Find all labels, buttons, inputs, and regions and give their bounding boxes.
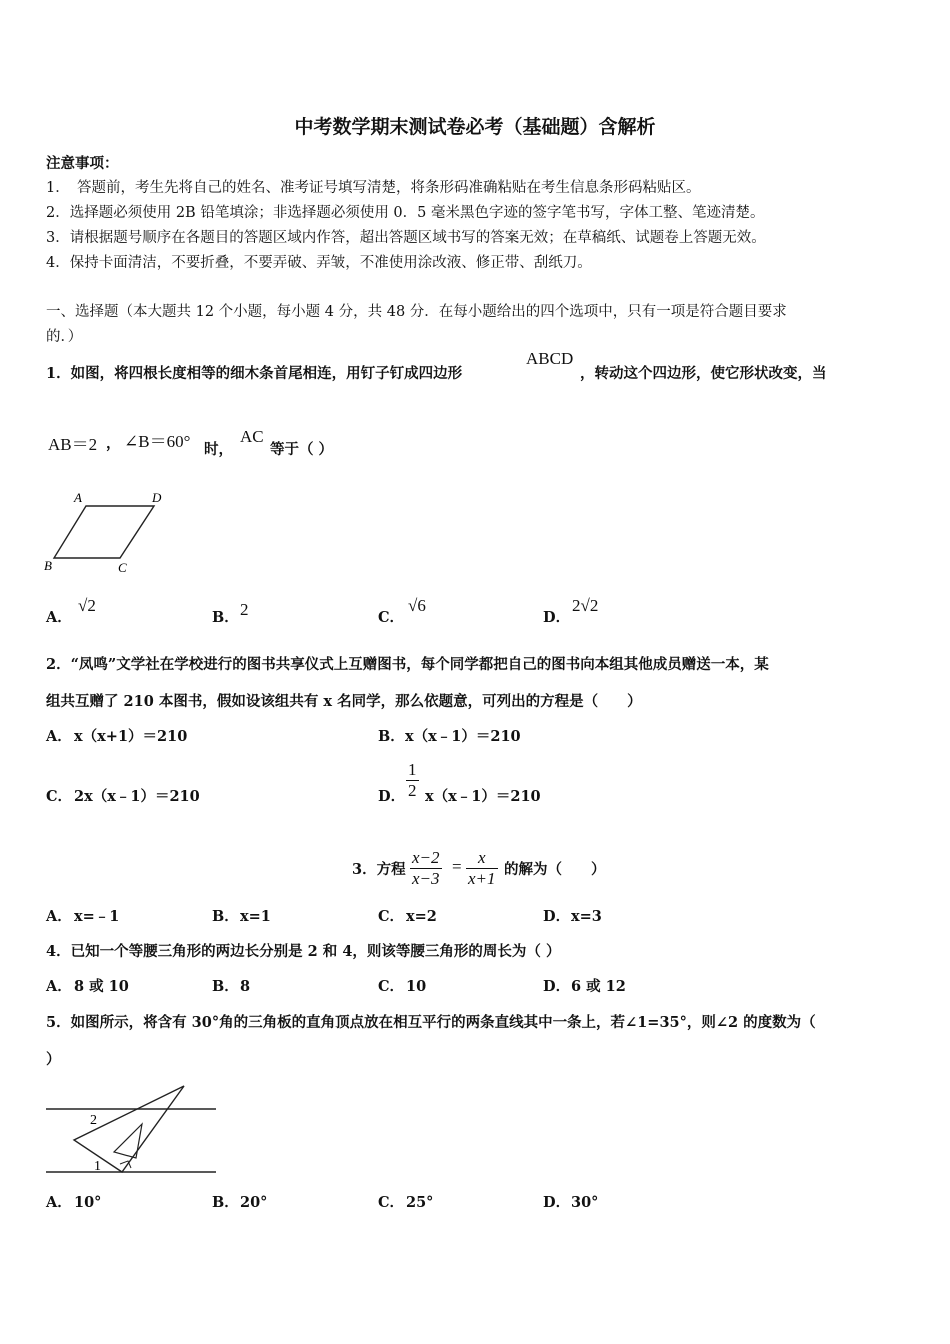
q4-option-d-label: D．: [543, 978, 571, 995]
q2-option-d-value: x（x﹣1）＝210: [425, 788, 541, 805]
q4-option-b-label: B．: [212, 978, 239, 995]
q3-rhs-fraction: [466, 848, 498, 889]
set-square-outer: [74, 1086, 184, 1172]
q5-option-a-value: 10°: [74, 1194, 102, 1211]
notice-heading: 注意事项：: [46, 155, 119, 172]
q1-cond-angle: ∠B＝60°: [124, 432, 191, 451]
q1-option-d-label: D．: [543, 609, 571, 626]
q1-option-c-label: C．: [378, 609, 405, 626]
q3-option-b-value: x=1: [240, 908, 271, 925]
q1-comma: ，: [106, 435, 121, 452]
q5-option-a-label: A．: [46, 1194, 72, 1211]
q1-equals: 等于（ ）: [270, 441, 334, 458]
q1-option-a-value: √2: [78, 596, 96, 615]
angle-2-label: 2: [90, 1113, 97, 1128]
q1-option-d-value: 2√2: [572, 596, 599, 615]
q4-option-a-label: A．: [46, 978, 72, 995]
lhs-numerator: x−2: [412, 848, 440, 867]
q2-option-d-label: D．: [378, 788, 406, 805]
q4-option-a-value: 8 或 10: [74, 978, 129, 995]
q2-option-c-value: 2x（x﹣1）＝210: [74, 788, 200, 805]
notice-item-4: 4．保持卡面清洁，不要折叠，不要弄破、弄皱，不准使用涂改液、修正带、刮纸刀。: [46, 255, 592, 271]
label-b: B: [44, 558, 52, 573]
label-c: C: [118, 560, 127, 575]
q3-option-c-value: x=2: [406, 908, 437, 925]
q1-option-c-value: √6: [408, 596, 426, 615]
q3-lhs-fraction: [410, 848, 442, 889]
q1-figure: [40, 486, 180, 576]
q5-option-d-value: 30°: [571, 1194, 599, 1211]
q5-option-c-label: C．: [378, 1194, 405, 1211]
q2-option-b-value: x（x﹣1）＝210: [405, 728, 521, 745]
q5-option-b-label: B．: [212, 1194, 239, 1211]
q3-option-c-label: C．: [378, 908, 405, 925]
notice-item-2: 2．选择题必须使用 2B 铅笔填涂；非选择题必须使用 0．5 毫米黑色字迹的签字笔书写，字体工整、笔迹清楚。: [46, 205, 765, 221]
q3-option-b-label: B．: [212, 908, 239, 925]
set-square-inner: [114, 1124, 142, 1158]
q3-option-d-label: D．: [543, 908, 571, 925]
q2-text-line1: 2．“凤鸣”文学社在学校进行的图书共享仪式上互赠图书，每个同学都把自己的图书向本组其他成员赠送一本，某: [46, 656, 769, 673]
rhs-numerator: x: [466, 848, 498, 869]
q5-text-line2: ）: [46, 1051, 61, 1068]
q1-ac: AC: [240, 427, 264, 446]
page-title: 中考数学期末测试卷必考（基础题）含解析: [294, 116, 656, 138]
notice-item-1: 1． 答题前，考生先将自己的姓名、准考证号填写清楚，将条形码准确粘贴在考生信息条形码粘贴区。: [46, 180, 701, 196]
q1-text-part1: 1．如图，将四根长度相等的细木条首尾相连，用钉子钉成四边形: [46, 365, 463, 382]
section-header-line1: 一、选择题（本大题共 12 个小题，每小题 4 分，共 48 分．在每小题给出的四个选项中，只有一项是符合题目要求: [46, 304, 787, 320]
q3-equals: =: [452, 857, 462, 876]
q1-option-b-value: 2: [240, 600, 249, 619]
q5-option-c-value: 25°: [406, 1194, 434, 1211]
q5-text-line1: 5．如图所示，将含有 30°角的三角板的直角顶点放在相互平行的两条直线其中一条上，若∠1=35°，则∠2 的度数为（: [46, 1014, 816, 1031]
q5-figure: [44, 1082, 220, 1180]
label-d: D: [152, 490, 162, 505]
q5-option-b-value: 20°: [240, 1194, 268, 1211]
q2-option-b-label: B．: [378, 728, 405, 745]
q2-option-d-fraction: [406, 760, 419, 801]
q3-option-d-value: x=3: [571, 908, 602, 925]
q1-cond-ab: AB＝2: [48, 435, 98, 454]
q2-text-line2: 组共互赠了 210 本图书，假如设该组共有 x 名同学，那么依题意，可列出的方程是（ ）: [46, 693, 642, 710]
label-a: A: [74, 490, 82, 505]
q2-option-a-value: x（x+1）＝210: [74, 728, 188, 745]
notice-item-3: 3．请根据题号顺序在各题目的答题区域内作答，超出答题区域书写的答案无效；在草稿纸、试题卷上答题无效。: [46, 230, 766, 246]
q2-option-a-label: A．: [46, 728, 72, 745]
q1-abcd: ABCD: [526, 349, 574, 368]
parallelogram-abcd: [54, 506, 154, 558]
q3-option-a-value: x=﹣1: [74, 908, 120, 925]
angle-1-label: 1: [94, 1159, 101, 1174]
fraction-numerator: 1: [408, 760, 417, 779]
q4-option-c-label: C．: [378, 978, 405, 995]
q1-option-b-label: B．: [212, 609, 239, 626]
section-header-line2: 的．）: [46, 329, 83, 345]
q1-when: 时，: [204, 441, 233, 458]
q1-text-part2: ，转动这个四边形，使它形状改变，当: [580, 365, 827, 382]
q2-option-c-label: C．: [46, 788, 73, 805]
fraction-denominator: 2: [408, 781, 417, 800]
q3-option-a-label: A．: [46, 908, 72, 925]
q3-prefix: 3．方程: [352, 861, 406, 878]
q3-suffix: 的解为（ ）: [504, 861, 606, 878]
q4-option-d-value: 6 或 12: [571, 978, 626, 995]
q4-option-b-value: 8: [240, 978, 251, 995]
q1-option-a-label: A．: [46, 609, 72, 626]
q4-text: 4．已知一个等腰三角形的两边长分别是 2 和 4，则该等腰三角形的周长为（ ）: [46, 943, 561, 960]
q4-option-c-value: 10: [406, 978, 427, 995]
q5-option-d-label: D．: [543, 1194, 571, 1211]
rhs-denominator: x+1: [468, 869, 496, 888]
lhs-denominator: x−3: [412, 869, 440, 888]
